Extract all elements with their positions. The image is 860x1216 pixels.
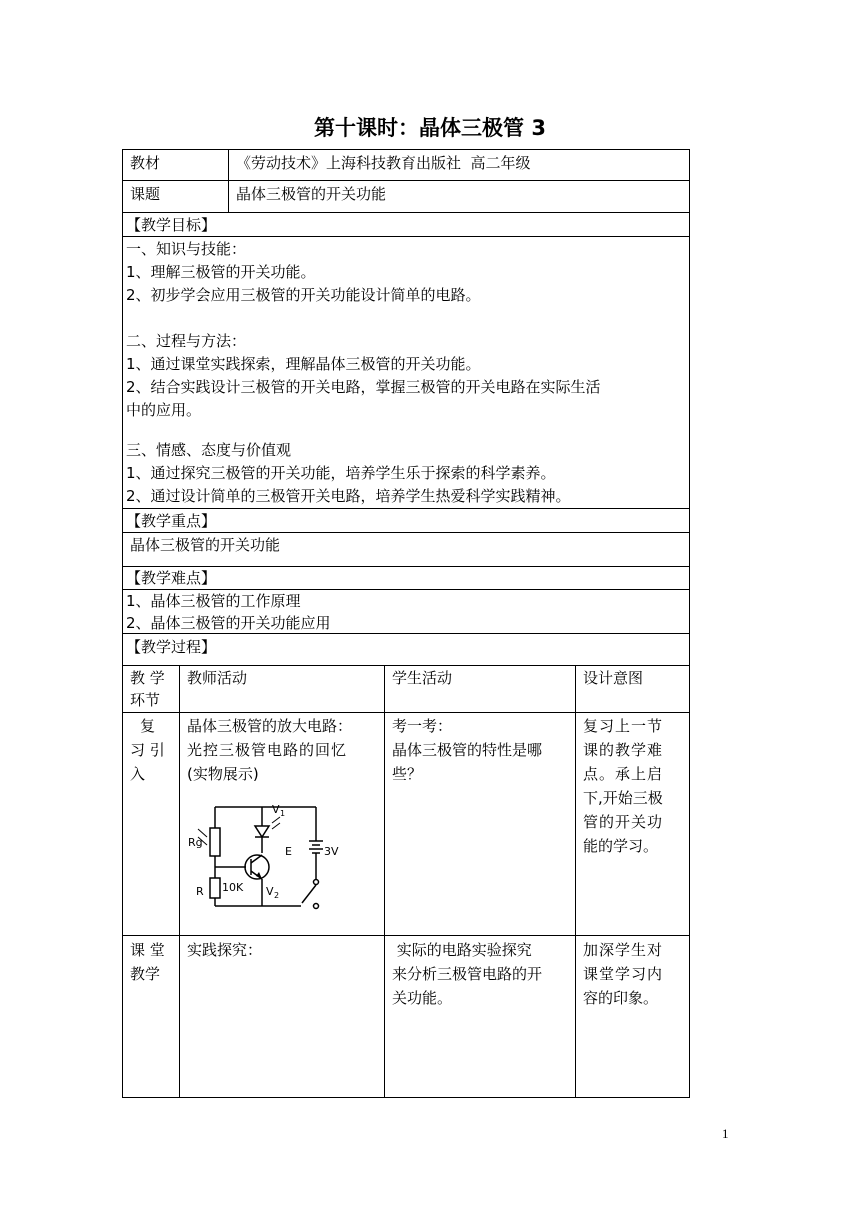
teacher-text: 实践探究： bbox=[187, 941, 263, 959]
rg-label: Rg bbox=[188, 836, 203, 849]
stage-text: 入 bbox=[130, 765, 146, 783]
objective-line: 1、通过课堂实践探索，理解晶体三极管的开关功能。 bbox=[126, 355, 481, 373]
page-number: 1 bbox=[722, 1126, 729, 1141]
objective-line: 二、过程与方法： bbox=[126, 332, 247, 350]
intent-text: 课堂学习内 bbox=[583, 965, 664, 983]
intent-text: 加深学生对 bbox=[583, 941, 664, 959]
col-header-stage: 环节 bbox=[130, 691, 161, 709]
objective-line: 中的应用。 bbox=[126, 401, 202, 419]
col-header-teacher: 教师活动 bbox=[187, 669, 248, 687]
difficulty-header: 【教学难点】 bbox=[126, 569, 217, 587]
v2-label: V bbox=[266, 885, 274, 898]
page-title: 第十课时：晶体三极管 3 bbox=[314, 116, 546, 140]
student-text: 关功能。 bbox=[392, 989, 453, 1007]
col-header-intent: 设计意图 bbox=[583, 669, 644, 687]
teacher-text: (实物展示) bbox=[187, 765, 259, 783]
intent-text: 管的开关功 bbox=[583, 813, 664, 831]
textbook-value: 《劳动技术》上海科技教育出版社 高二年级 bbox=[236, 154, 531, 172]
r-label: R bbox=[196, 885, 204, 898]
r-value-label: 10K bbox=[222, 881, 244, 894]
stage-text: 习 引 bbox=[130, 741, 165, 759]
objective-line: 1、理解三极管的开关功能。 bbox=[126, 263, 316, 281]
intent-text: 能的学习。 bbox=[583, 837, 659, 855]
teacher-text: 晶体三极管的放大电路： bbox=[187, 717, 353, 735]
intent-text: 下,开始三极 bbox=[583, 789, 663, 807]
v1-label: V bbox=[272, 803, 280, 816]
stage-text: 复 bbox=[140, 717, 156, 735]
col-header-student: 学生活动 bbox=[392, 669, 453, 687]
topic-value: 晶体三极管的开关功能 bbox=[236, 185, 387, 203]
objective-line: 2、通过设计简单的三极管开关电路，培养学生热爱科学实践精神。 bbox=[126, 487, 571, 505]
intent-text: 容的印象。 bbox=[583, 989, 659, 1007]
objective-line: 一、知识与技能： bbox=[126, 240, 247, 258]
student-text: 些？ bbox=[392, 765, 423, 783]
objectives-header: 【教学目标】 bbox=[126, 216, 217, 234]
e-label: E bbox=[285, 845, 292, 858]
voltage-label: 3V bbox=[324, 845, 339, 858]
intent-text: 复习上一节 bbox=[583, 717, 664, 735]
key-point-header: 【教学重点】 bbox=[126, 512, 217, 530]
photo-control-circuit-diagram bbox=[188, 799, 339, 917]
key-point-text: 晶体三极管的开关功能 bbox=[130, 536, 281, 554]
objective-line: 三、情感、态度与价值观 bbox=[126, 441, 292, 459]
topic-label: 课题 bbox=[130, 185, 161, 203]
v2-subscript: 2 bbox=[274, 891, 280, 900]
student-text: 考一考： bbox=[392, 717, 453, 735]
col-header-stage: 教 学 bbox=[130, 669, 165, 687]
objective-line: 1、通过探究三极管的开关功能，培养学生乐于探索的科学素养。 bbox=[126, 464, 556, 482]
teacher-text: 光控三极管电路的回忆 bbox=[187, 741, 348, 759]
process-header: 【教学过程】 bbox=[126, 638, 217, 656]
textbook-label: 教材 bbox=[130, 154, 161, 172]
difficulty-line: 2、晶体三极管的开关功能应用 bbox=[126, 614, 331, 632]
lesson-table bbox=[122, 149, 690, 1098]
stage-text: 教学 bbox=[130, 965, 161, 983]
objective-line: 2、结合实践设计三极管的开关电路，掌握三极管的开关电路在实际生活 bbox=[126, 378, 601, 396]
difficulty-line: 1、晶体三极管的工作原理 bbox=[126, 592, 301, 610]
intent-text: 课的教学难 bbox=[583, 741, 664, 759]
student-text: 来分析三极管电路的开 bbox=[392, 965, 543, 983]
intent-text: 点。承上启 bbox=[583, 765, 664, 783]
v1-subscript: 1 bbox=[280, 809, 286, 818]
student-text: 晶体三极管的特性是哪 bbox=[392, 741, 543, 759]
student-text: 实际的电路实验探究 bbox=[392, 941, 532, 959]
stage-text: 课 堂 bbox=[130, 941, 165, 959]
objective-line: 2、初步学会应用三极管的开关功能设计简单的电路。 bbox=[126, 286, 481, 304]
